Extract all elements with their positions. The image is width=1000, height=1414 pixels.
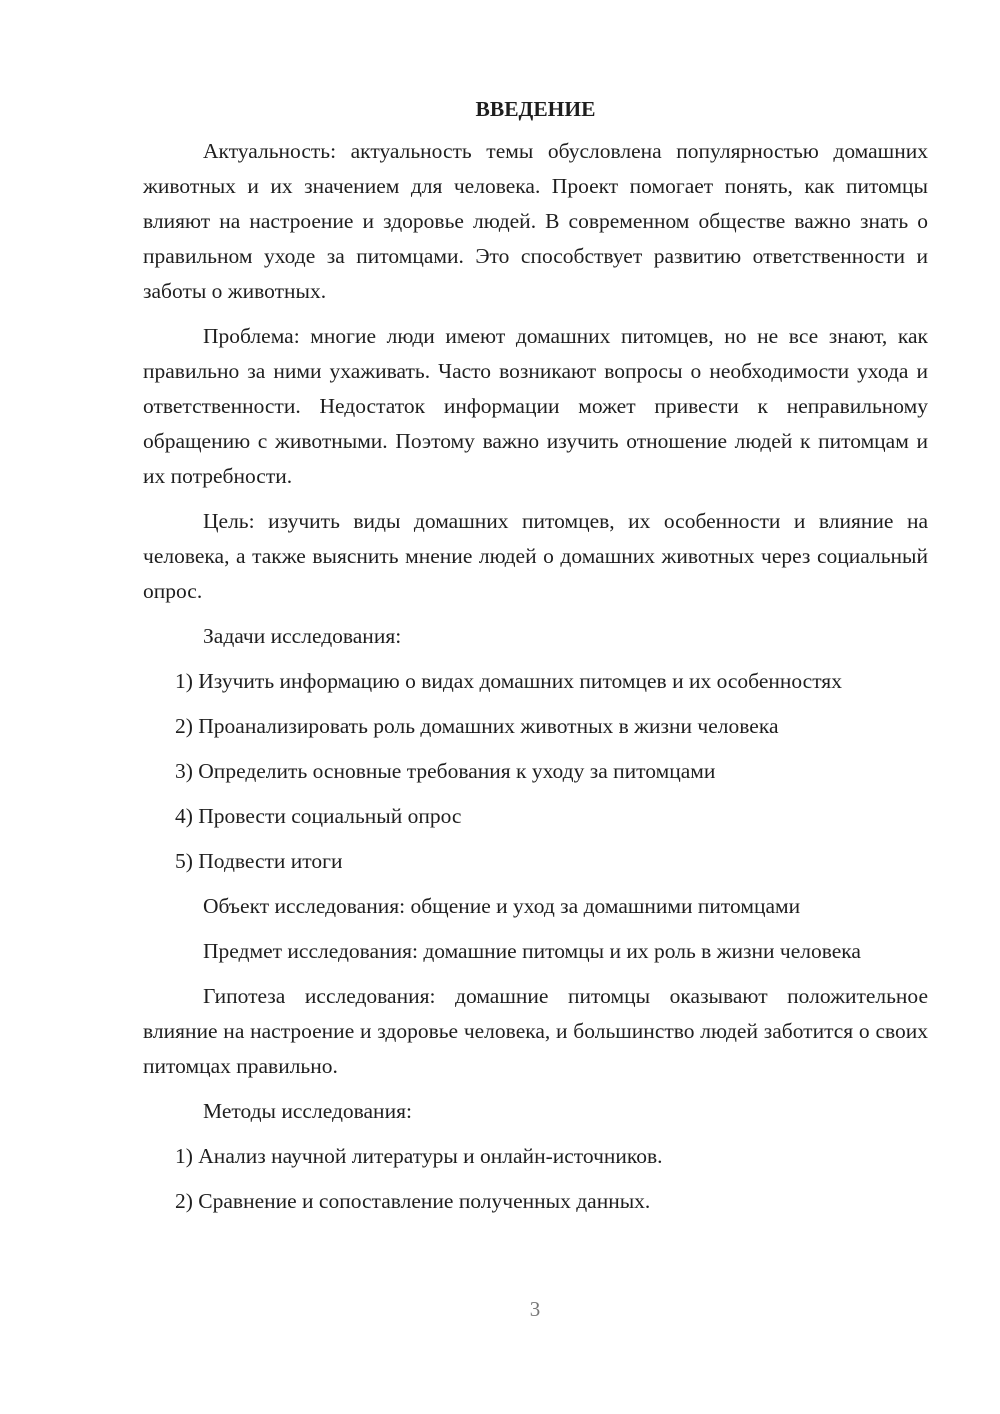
task-item-4: 4) Провести социальный опрос (175, 804, 462, 828)
task-item-3: 3) Определить основные требования к уходу за питомцами (175, 759, 716, 783)
task-item-2: 2) Проанализировать роль домашних животных в жизни человека (175, 714, 779, 738)
section-title: ВВЕДЕНИЕ (475, 97, 596, 121)
tasks-label: Задачи исследования: (203, 624, 402, 648)
document-page (143, 92, 928, 1229)
method-item-1: 1) Анализ научной литературы и онлайн-источников. (175, 1144, 663, 1168)
problem-paragraph: Проблема: многие люди имеют домашних питомцев, но не все знают, как правильно за ними ухаживать. Часто возникают вопросы о необходимости ухода и ответственности. Недостаток информации может привести к неправильному обращению с животными. Поэтому важно изучить отношение людей к питомцам и их потребности. (143, 324, 928, 488)
task-item-5: 5) Подвести итоги (175, 849, 343, 873)
methods-label: Методы исследования: (203, 1099, 412, 1123)
method-item-2: 2) Сравнение и сопоставление полученных данных. (175, 1189, 651, 1213)
task-item-1: 1) Изучить информацию о видах домашних питомцев и их особенностях (175, 669, 842, 693)
object-paragraph: Объект исследования: общение и уход за домашними питомцами (203, 894, 801, 918)
goal-paragraph: Цель: изучить виды домашних питомцев, их особенности и влияние на человека, а также выяснить мнение людей о домашних животных через социальный опрос. (143, 509, 928, 603)
subject-paragraph: Предмет исследования: домашние питомцы и их роль в жизни человека (203, 939, 861, 963)
hypothesis-paragraph: Гипотеза исследования: домашние питомцы оказывают положительное влияние на настроение и здоровье человека, и большинство людей заботится о своих питомцах правильно. (143, 984, 928, 1078)
page-number: 3 (529, 1297, 541, 1321)
relevance-paragraph: Актуальность: актуальность темы обусловлена популярностью домашних животных и их значением для человека. Проект помогает понять, как питомцы влияют на настроение и здоровье людей. В современном обществе важно знать о правильном уходе за питомцами. Это способствует развитию ответственности и заботы о животных. (143, 139, 928, 303)
